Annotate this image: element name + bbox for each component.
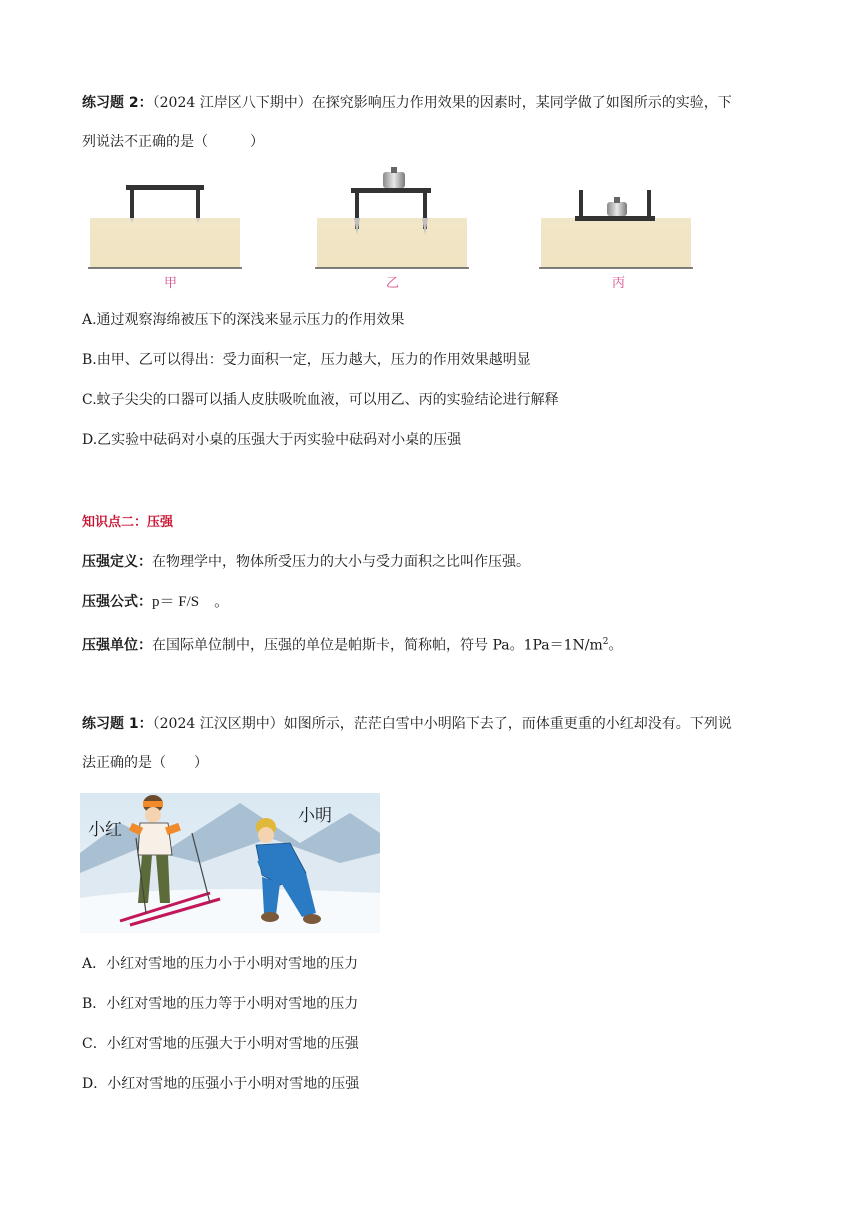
exercise2-line2: 列说法不正确的是（ ）	[82, 134, 264, 150]
snow-illustration	[80, 793, 380, 933]
label-xiaohong: 小红	[88, 820, 122, 840]
exercise1-option-b: B．小红对雪地的压力等于小明对雪地的压力	[82, 996, 359, 1012]
exercise1-line1: 练习题 1：（2024 江汉区期中）如图所示，茫茫白雪中小明陷下去了，而体重更重的小红却没有。下列说	[82, 716, 732, 732]
figure-yi	[315, 167, 469, 268]
exercise2-option-a: A.通过观察海绵被压下的深浅来显示压力的作用效果	[82, 312, 405, 328]
exercise2-line1: 练习题 2：（2024 江岸区八下期中）在探究影响压力作用效果的因素时，某同学做了如图所示的实验，下	[82, 95, 732, 111]
exercise1-option-d: D．小红对雪地的压强小于小明对雪地的压强	[82, 1076, 360, 1092]
exercise2-label: 练习题 2：	[82, 95, 153, 111]
pressure-formula: 压强公式：p＝ F/S 。	[82, 594, 230, 610]
figure-jia	[88, 185, 242, 268]
exercise1-label: 练习题 1：	[82, 716, 153, 732]
exercise1-option-c: C．小红对雪地的压强大于小明对雪地的压强	[82, 1036, 359, 1052]
exercise1-option-a: A．小红对雪地的压力小于小明对雪地的压力	[82, 956, 359, 972]
exercise2-option-c: C.蚊子尖尖的口器可以插人皮肤吸吮血液，可以用乙、丙的实验结论进行解释	[82, 392, 559, 408]
label-xiaoming: 小明	[298, 806, 332, 826]
figure-bing	[539, 190, 693, 268]
caption-jia: 甲	[164, 276, 178, 291]
exercise1-line2: 法正确的是（ ）	[82, 755, 208, 771]
exercise2-option-d: D.乙实验中砝码对小桌的压强大于丙实验中砝码对小桌的压强	[82, 432, 462, 448]
pressure-definition: 压强定义：在物理学中，物体所受压力的大小与受力面积之比叫作压强。	[82, 554, 530, 570]
pressure-unit: 压强单位：在国际单位制中，压强的单位是帕斯卡，简称帕，符号 Pa。$1Pa=1N/m^2$。	[82, 637, 623, 654]
caption-bing: 丙	[612, 276, 626, 291]
knowledge-point-title: 知识点二：压强	[82, 515, 174, 530]
caption-yi: 乙	[386, 276, 400, 291]
exercise2-option-b: B.由甲、乙可以得出：受力面积一定，压力越大，压力的作用效果越明显	[82, 352, 531, 368]
